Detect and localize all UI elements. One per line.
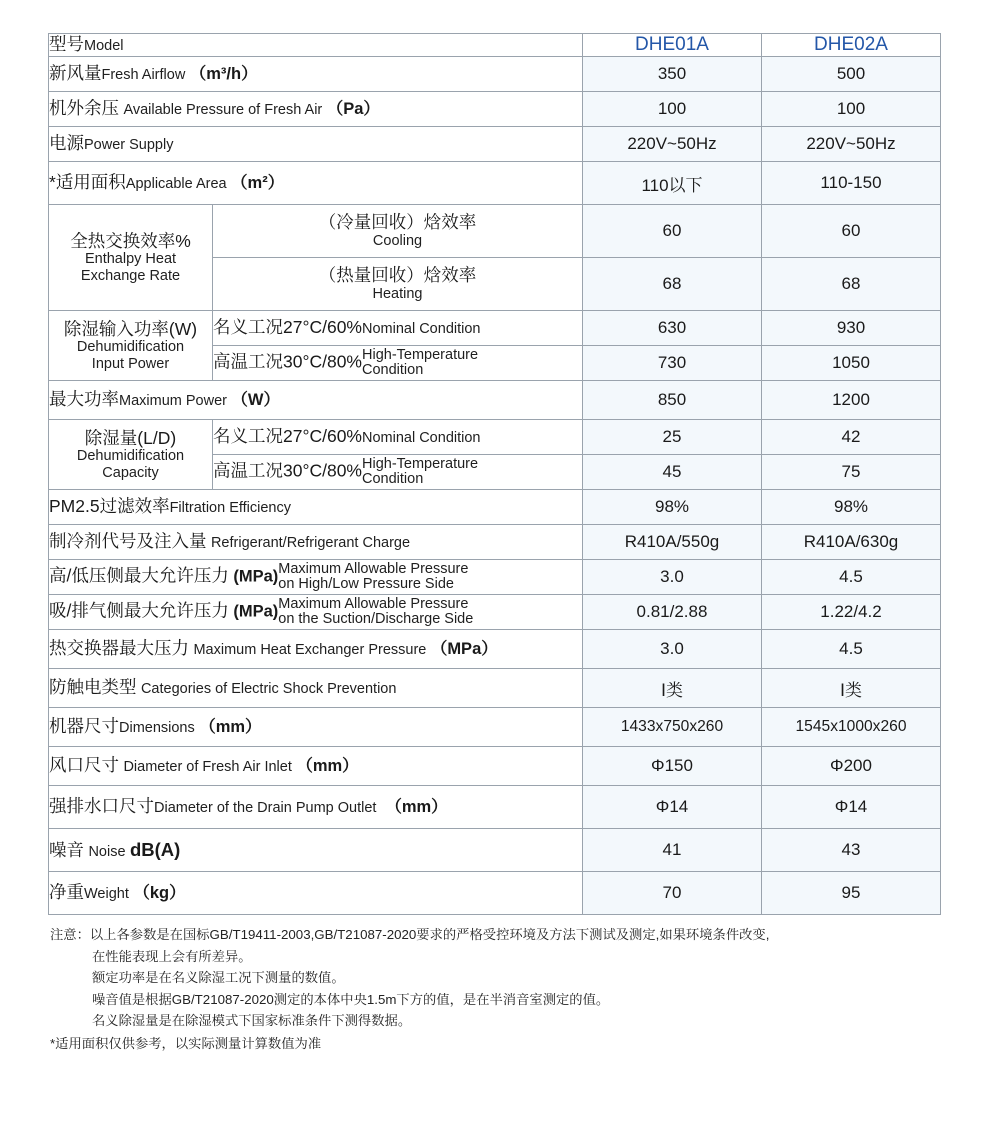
sub-label-cooling [213, 205, 583, 258]
row-label-zh: 制冷剂代号及注入量 [49, 531, 207, 552]
row-label-shock-prevention [49, 669, 583, 708]
row-label-en: Maximum Heat Exchanger Pressure [193, 642, 427, 659]
row-label-en: Power Supply [84, 137, 174, 154]
sub-label-en-line2: Condition [362, 471, 424, 487]
row-label-zh: 强排水口尺寸 [49, 796, 154, 817]
table-row-shock-prevention [49, 669, 941, 708]
value-cell: 60 [583, 205, 762, 258]
sub-label-en-line2: Condition [362, 362, 424, 378]
sub-label-zh: 名义工况27°C/60% [213, 426, 362, 447]
row-label-zh: 风口尺寸 [49, 755, 119, 776]
value-cell: 630 [583, 311, 762, 346]
row-label-en: Filtration Efficiency [169, 500, 291, 517]
row-label-unit: （Pa） [326, 100, 380, 119]
row-label-zh: PM2.5过滤效率 [49, 496, 170, 517]
table-row-dimensions [49, 708, 941, 747]
value-cell: 25 [583, 420, 762, 455]
table-row-maximum-power [49, 381, 941, 420]
row-label-unit: （mm） [296, 757, 359, 776]
row-label-maximum-power [49, 381, 583, 420]
table-row-power-supply [49, 127, 941, 162]
value-cell: 110以下 [583, 162, 762, 205]
value-cell: R410A/630g [762, 525, 941, 560]
row-label-en-line1: Maximum Allowable Pressure [278, 595, 469, 612]
footnote-line-6: *适用面积仅供参考，以实际测量计算数值为准 [50, 1035, 322, 1051]
table-row-dehum-capacity-nominal [49, 420, 941, 455]
row-label-en-line2: Capacity [102, 464, 159, 481]
row-label-dehumidification-capacity [49, 420, 213, 490]
row-label-fresh-air-inlet [49, 747, 583, 786]
value-cell: 0.81/2.88 [583, 595, 762, 630]
value-cell: 43 [762, 829, 941, 872]
row-label-dimensions [49, 708, 583, 747]
table-row-pm25-filtration [49, 490, 941, 525]
table-row-refrigerant [49, 525, 941, 560]
row-label-en-line1: Dehumidification [76, 447, 185, 464]
row-label-weight [49, 872, 583, 915]
value-cell: 3.0 [583, 560, 762, 595]
row-label-en: Dimensions [119, 720, 195, 737]
sub-label-heating [213, 258, 583, 311]
row-label-suction-discharge-pressure [49, 595, 583, 630]
value-cell: 60 [762, 205, 941, 258]
row-label-en: Weight [84, 886, 129, 903]
table-row-applicable-area [49, 162, 941, 205]
footnote-line-2: 在性能表现上会有所差异。 [92, 948, 252, 964]
row-label-zh: 最大功率 [49, 389, 119, 410]
value-cell: 350 [583, 57, 762, 92]
row-label-refrigerant [49, 525, 583, 560]
value-cell: 1200 [762, 381, 941, 420]
column-header-model-2: DHE02A [762, 34, 941, 57]
table-row-enthalpy-cooling [49, 205, 941, 258]
value-cell: 100 [583, 92, 762, 127]
value-cell: Φ14 [762, 786, 941, 829]
value-cell: 70 [583, 872, 762, 915]
value-cell: 110-150 [762, 162, 941, 205]
row-label-zh: 除湿量(L/D) [84, 427, 177, 448]
value-cell: 1433x750x260 [583, 708, 762, 747]
row-label-zh: 净重 [49, 882, 84, 903]
value-cell: 95 [762, 872, 941, 915]
value-cell: Ⅰ类 [583, 669, 762, 708]
row-label-unit: （m²） [231, 174, 285, 193]
row-label-en-line2: on High/Low Pressure Side [278, 576, 454, 592]
sub-label-high-temperature-condition [213, 455, 583, 490]
value-cell: R410A/550g [583, 525, 762, 560]
sub-label-en: Cooling [372, 232, 423, 249]
column-header-model-1: DHE01A [583, 34, 762, 57]
row-label-en: Available Pressure of Fresh Air [123, 102, 323, 119]
row-label-zh: 热交换器最大压力 [49, 638, 189, 659]
footnote-line-1: 注意：以上各参数是在国标GB/T19411-2003,GB/T21087-2020要求的严格受控环境及方法下测试及测定,如果环境条件改变, [50, 927, 770, 942]
row-label-fresh-airflow [49, 57, 583, 92]
sub-label-en: Heating [372, 285, 423, 302]
value-cell: Φ150 [583, 747, 762, 786]
row-label-unit: （mm） [199, 718, 262, 737]
row-label-unit: (MPa) [233, 567, 279, 586]
value-cell: 100 [762, 92, 941, 127]
row-label-unit: （m³/h） [189, 65, 258, 84]
row-label-drain-pump-outlet [49, 786, 583, 829]
table-row-high-low-pressure [49, 560, 941, 595]
table-row-available-pressure [49, 92, 941, 127]
row-label-en: Fresh Airflow [101, 67, 186, 84]
row-label-en-line2: on the Suction/Discharge Side [278, 611, 474, 627]
row-label-en: Maximum Power [119, 393, 227, 410]
table-row-fresh-airflow [49, 57, 941, 92]
table-row-noise [49, 829, 941, 872]
row-label-power-supply [49, 127, 583, 162]
row-label-noise [49, 829, 583, 872]
row-label-en: Refrigerant/Refrigerant Charge [210, 535, 411, 552]
row-label-unit: dB(A) [129, 838, 181, 860]
sub-label-zh: 高温工况30°C/80% [213, 351, 362, 372]
table-row-drain-pump-outlet [49, 786, 941, 829]
row-label-zh: 高/低压侧最大允许压力 [49, 565, 229, 586]
sub-label-zh: （热量回收）焓效率 [318, 265, 477, 286]
row-label-unit: （W） [231, 391, 280, 410]
header-label-model [49, 34, 583, 57]
value-cell: 220V~50Hz [762, 127, 941, 162]
value-cell: Ⅰ类 [762, 669, 941, 708]
sub-label-zh: （冷量回收）焓效率 [318, 212, 477, 233]
value-cell: 98% [583, 490, 762, 525]
value-cell: 4.5 [762, 560, 941, 595]
row-label-zh: 机外余压 [49, 98, 119, 119]
row-label-zh: 除湿输入功率(W) [63, 318, 198, 339]
value-cell: 45 [583, 455, 762, 490]
sub-label-nominal-condition [213, 311, 583, 346]
value-cell: 1.22/4.2 [762, 595, 941, 630]
row-label-en: Diameter of the Drain Pump Outlet [154, 800, 377, 817]
row-label-en: Applicable Area [125, 176, 227, 193]
sub-label-en: Nominal Condition [362, 430, 481, 447]
sub-label-zh: 高温工况30°C/80% [213, 460, 362, 481]
row-label-zh: 防触电类型 [49, 677, 137, 698]
row-label-applicable-area [49, 162, 583, 205]
row-label-en-line1: Dehumidification [76, 338, 185, 355]
sub-label-en-line1: High-Temperature [362, 455, 479, 472]
row-label-zh: 吸/排气侧最大允许压力 [49, 600, 229, 621]
value-cell: 42 [762, 420, 941, 455]
row-label-zh: *适用面积 [49, 172, 126, 193]
row-label-en-line1: Maximum Allowable Pressure [278, 560, 469, 577]
value-cell: 730 [583, 346, 762, 381]
row-label-zh: 全热交换效率% [70, 230, 191, 251]
sub-label-nominal-condition [213, 420, 583, 455]
table-header-row [49, 34, 941, 57]
row-label-en-line1: Enthalpy Heat [84, 250, 177, 267]
footnote-line-5: 名义除湿量是在除湿模式下国家标准条件下测得数据。 [92, 1013, 412, 1029]
row-label-zh: 噪音 [49, 839, 84, 860]
row-label-zh: 机器尺寸 [49, 716, 119, 737]
value-cell: Φ14 [583, 786, 762, 829]
value-cell: 220V~50Hz [583, 127, 762, 162]
specification-table [48, 33, 941, 915]
value-cell: 1545x1000x260 [762, 708, 941, 747]
row-label-unit: (MPa) [233, 602, 279, 621]
row-label-unit: （mm） [385, 798, 448, 817]
value-cell: 68 [762, 258, 941, 311]
row-label-unit: （kg） [133, 884, 186, 903]
header-label-model-en: Model [84, 38, 124, 55]
row-label-dehumidification-input-power [49, 311, 213, 381]
row-label-en-line2: Exchange Rate [80, 267, 181, 284]
sub-label-zh: 名义工况27°C/60% [213, 317, 362, 338]
value-cell: Φ200 [762, 747, 941, 786]
value-cell: 41 [583, 829, 762, 872]
footnotes [48, 924, 940, 1054]
row-label-en: Noise [88, 843, 126, 860]
table-row-dehum-power-nominal [49, 311, 941, 346]
sub-label-en-line1: High-Temperature [362, 346, 479, 363]
value-cell: 500 [762, 57, 941, 92]
row-label-high-low-pressure [49, 560, 583, 595]
row-label-heat-exchanger-pressure [49, 630, 583, 669]
sub-label-high-temperature-condition [213, 346, 583, 381]
table-row-fresh-air-inlet [49, 747, 941, 786]
value-cell: 850 [583, 381, 762, 420]
table-row-suction-discharge-pressure [49, 595, 941, 630]
footnote-line-4: 噪音值是根据GB/T21087-2020测定的本体中央1.5m下方的值，是在半消音室测定的值。 [92, 991, 610, 1007]
header-label-model-zh: 型号 [49, 34, 84, 55]
value-cell: 98% [762, 490, 941, 525]
table-row-heat-exchanger-pressure [49, 630, 941, 669]
value-cell: 75 [762, 455, 941, 490]
footnote-line-3: 额定功率是在名义除湿工况下测量的数值。 [92, 970, 345, 986]
row-label-zh: 新风量 [49, 63, 102, 84]
row-label-en: Categories of Electric Shock Prevention [140, 681, 397, 698]
row-label-en-line2: Input Power [91, 355, 170, 372]
row-label-available-pressure [49, 92, 583, 127]
value-cell: 3.0 [583, 630, 762, 669]
row-label-zh: 电源 [49, 133, 84, 154]
row-label-enthalpy-heat-exchange [49, 205, 213, 311]
row-label-pm25-filtration [49, 490, 583, 525]
row-label-unit: （MPa） [430, 640, 498, 659]
row-label-en: Diameter of Fresh Air Inlet [123, 759, 292, 776]
value-cell: 68 [583, 258, 762, 311]
value-cell: 930 [762, 311, 941, 346]
value-cell: 1050 [762, 346, 941, 381]
value-cell: 4.5 [762, 630, 941, 669]
sub-label-en: Nominal Condition [362, 321, 481, 338]
table-row-weight [49, 872, 941, 915]
